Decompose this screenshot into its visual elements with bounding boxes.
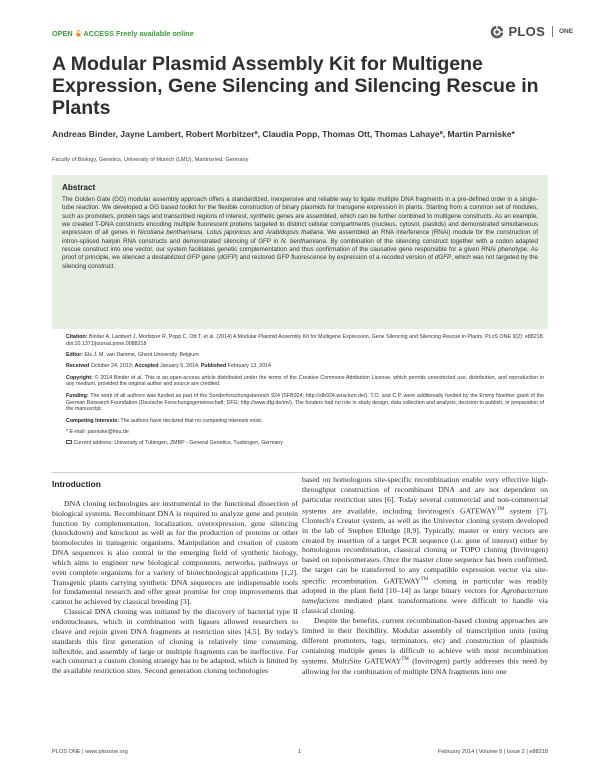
citation-label: Citation: [66,334,88,340]
gene-name: dGFP [219,254,236,262]
plos-logo-icon [490,25,504,39]
abstract-heading: Abstract [62,183,96,192]
funding-label: Funding: [66,392,89,399]
copyright-text: © 2014 Binder et al. This is an open-access article distributed under the terms of the Creative Commons Attribution License, which permits unrestricted use, distribution, and reproduction in any medium, provided the original author and source are credited. [66,374,544,388]
species-name: Agrobacterium tumefaciens [302,586,548,606]
abstract-text [62,196,538,271]
copyright [66,375,544,389]
current-address-text: Current address: University of Tübingen, ZMBP - General Genetics, Tuebingen, Germany [72,440,283,447]
right-column [302,475,548,677]
citation [66,334,544,348]
paragraph-segment: (Invitrogen) partly addresses this need by allowing for the combination of multiple DNA fragments into one [302,656,548,676]
brand-name: PLOS [508,24,546,40]
paragraph [302,475,548,616]
species-name: Arabidopsis thaliana [266,229,324,237]
affiliation: Faculty of Biology, Genetics, University of Munich (LMU), Martinsried, Germany [52,157,249,163]
trademark: TM [496,506,505,512]
introduction-heading: Introduction [52,479,101,489]
received-date: October 24, 2013; [89,363,135,370]
article-metadata [66,334,544,451]
abstract-box [52,175,548,329]
left-column [52,480,298,676]
paragraph-segment: mediated plant transformations were difficult to handle via classical cloning. [302,596,548,616]
paragraph-segment: system [7], Clontech's Creator system, as well as the Univector cloning system developed in the lab of Stephen Elledge [8,9]. Typically, master or entry vectors are created by insertion of a target PCR sequence (i.e. gene of interest) either by homologous recombination, classical cloning or TOPO cloning (Invitrogen) based on topoisomerases. Once the master clone sequence has been confirmed, the target can be transferred to any compatible expression vector via site-specific recombination. GATEWAY [302,506,548,586]
abstract-segment: , which was not targeted by the silencing construct. [62,254,538,270]
gene-name: dGFP [434,254,452,262]
abstract-segment: . We assembled an RNA interference (RNAi) module for the construction of intron-spliced hairpin RNA constructs and demonstrated silencing of GFP in [62,229,539,245]
received-label: Received [66,363,90,370]
competing-label: Competing Interests: [66,417,119,424]
copyright-label: Copyright: [66,374,93,381]
editor-label: Editor: [66,352,84,359]
paragraph: DNA cloning technologies are instrumental to the functional dissection of biological systems. Recombinant DNA is required to analyze gene and protein function by complementation, localization, overexpression, gene silencing (knockdown) and knockout as well as for the production of proteins or other biomolecules in transgenic organisms. Manipulation and creation of custom DNA sequences is also central in the emerging field of synthetic biology, which aims to engineer new biological components, networks, pathways or even complete organisms for a variety of biotechnological applications [1,2]. Transgenic plants carrying synthetic DNA sequences are indispensable tools for fundamental research and offer great promise for crop improvements that cannot be achieved by classical breeding [3]. [52,498,298,607]
gene-name: GFP [186,254,200,262]
page-number: 1 [298,749,302,755]
published-date: February 13, 2014 [226,363,271,370]
section-divider [52,472,548,473]
open-lock-icon [76,30,81,37]
funding [66,393,544,414]
paragraph-segment: based on homologous site-specific recombination enable very effective high-throughput construction of recombinant DNA and are not dependent on particular restriction sites [6]. Today several commercial and non-commercial systems are available, including Invitrogen's GATEWAY [302,475,548,516]
competing-interests [66,418,544,425]
brand-sub: ONE [558,28,574,36]
paragraph-segment: Despite the benefits, current recombination-based cloning approaches are limited in their flexibility. Modular assembly of transcription units (using different promoters, tags, terminators, etc) and construction of plasmids containing multiple genes is difficult to achieve with most recombination systems. MultiSite GATEWAY [302,615,548,666]
paragraph-segment: cloning in particular was readily adopted in the plant field [10–14] as large binary vectors for [302,576,548,596]
competing-text: The authors have declared that no competing interests exist. [118,417,263,424]
access-label: ACCESS [83,29,114,38]
email-link[interactable]: parniske@lmu.de [86,428,129,435]
open-access-badge [52,29,194,38]
article-title: A Modular Plasmid Assembly Kit for Multigene Expression, Gene Silencing and Silencing Rescue in Plants [52,53,539,119]
email-label: * E-mail: [66,428,87,435]
abstract-segment: gene ( [199,254,220,262]
abstract-segment: The Golden Gate (GG) modular assembly approach offers a standardized, inexpensive and reliable way to ligate multiple DNA fragments in a pre-defined order in a single-tube reaction. We developed a GG based toolkit for the flexible construction of binary plasmids for transgene expression in plants. Starting from a common set of modules, such as promoters, protein tags and transcribed regions of interest, synthetic genes are assembled, which can be further combined to multigene constructs. As an example, we created T-DNA constructs encoding multiple fluorescent proteins targeted to distinct cellular compartments (nucleus, cytosol, plastids) and demonstrated simultaneous expression of all genes in [62,196,538,237]
paragraph [302,616,548,677]
abstract-segment: and [250,229,267,237]
journal-brand [490,23,573,39]
current-address [66,440,544,447]
open-access-label: OPEN [52,29,73,38]
editor [66,352,544,359]
dates [66,363,544,370]
brand-divider [552,26,553,37]
paragraph: Classical DNA cloning was initiated by the discovery of bacterial type II endonucleases, which in combination with ligases allowed researchers to cleave and rejoin given DNA fragments at restriction sites [4,5]. By today's standards this first generation of cloning is relatively time consuming, inflexible, and assembly of large or multiple fragments can be ineffective. For each construct a custom cloning strategy has to be adapted, which is limited by the available restriction sites. Second generation cloning technologies [52,607,298,676]
issue-info: February 2014 | Volume 9 | Issue 2 | e88218 [437,749,548,755]
abstract-segment: ) and restored GFP fluorescence by expression of a recoded version of [235,254,435,262]
accepted-label: Accepted [134,363,159,370]
freely-available-label: Freely available online [115,29,194,38]
trademark: TM [420,577,429,583]
journal-url[interactable]: PLOS ONE | www.plosone.org [52,749,128,755]
abstract-segment: . By combination of the silencing construct together with a codon adapted rescue construct into one vector, our system facilitates genetic complementation and thus confirmation of the causative gene responsible for a given RNAi phenotype. As proof of principle, we silenced a destabilized [62,237,538,262]
citation-text: Binder A, Lambert J, Morbitzer R, Popp C, Ott T, et al. (2014) A Modular Plasmid Assembly Kit for Multigene Expression, Gene Silencing and Silencing Rescue in Plants. PLoS ONE 9(2): e88218. doi:10.1371/journal.pone.0088218 [66,334,544,347]
email [66,429,544,436]
published-label: Published [200,363,227,370]
accepted-date: January 5, 2014; [158,363,201,370]
trademark: TM [401,657,409,663]
author-list: Andreas Binder, Jayne Lambert, Robert Morbitzerª, Claudia Popp, Thomas Ott, Thomas Lahayeª, Martin Parniske* [52,129,515,139]
editor-text: Els J. M. van Damme, Ghent University, Belgium [83,352,199,359]
funding-text: The work of all authors was funded as part of the Sonderforschungsbereich 924 (SFB924; http://sfb924.wzw.tum.de/). T.O. and C.P. were additionally funded by the Emmy Noether grant of the German Research Foundation (Deutsche Forschungsgemeinschaft; DFG; http://www.dfg.de/en/). The funders had no role in study design, data collection and analysis, decision to publish, or preparation of the manuscript. [66,392,544,413]
species-name: Nicotiana benthamiana, Lotus japonicus [137,229,251,237]
species-name: N. benthamiana [281,237,326,245]
